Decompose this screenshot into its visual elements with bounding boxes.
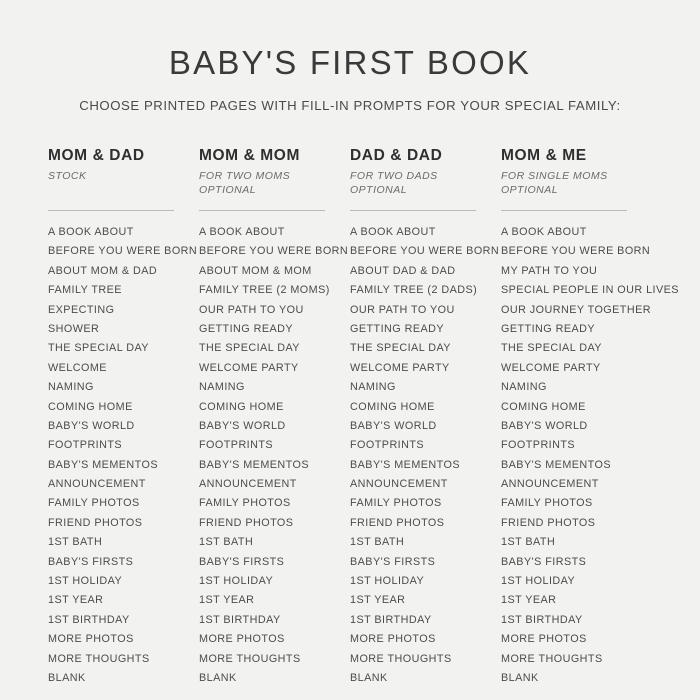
list-item: MORE PHOTOS (350, 633, 436, 646)
list-item: BEFORE YOU WERE BORN (350, 245, 500, 258)
list-item: SHOWER (48, 322, 100, 335)
list-item: 1ST BIRTHDAY (350, 613, 432, 626)
column-divider (350, 210, 476, 211)
list-item: A BOOK ABOUT (501, 226, 587, 238)
list-item: ANNOUNCEMENT (501, 478, 599, 491)
column-mom-and-dad (48, 147, 199, 692)
list-item: BLANK (48, 671, 86, 684)
list-item: EXPECTING (48, 303, 115, 316)
list-item: MORE PHOTOS (199, 633, 285, 646)
list-item: COMING HOME (199, 400, 284, 413)
list-item: FAMILY PHOTOS (350, 497, 442, 510)
list-item: NAMING (199, 381, 245, 394)
list-item: BLANK (350, 671, 388, 684)
list-item: 1ST BATH (350, 536, 405, 549)
list-item: BABY'S MEMENTOS (48, 458, 159, 471)
column-title: MOM & DAD (48, 147, 145, 164)
list-item: 1ST BIRTHDAY (501, 613, 583, 626)
column-mom-and-me (501, 147, 679, 692)
page-list-mom-and-mom (199, 226, 349, 692)
list-item: MORE PHOTOS (48, 633, 134, 646)
list-item: A BOOK ABOUT (350, 226, 436, 238)
list-item: 1ST BIRTHDAY (48, 613, 130, 626)
page-title: BABY'S FIRST BOOK (168, 44, 532, 81)
list-item: 1ST YEAR (501, 594, 557, 607)
list-item: ANNOUNCEMENT (48, 478, 146, 491)
page-list-mom-and-dad (48, 226, 198, 692)
list-item: FRIEND PHOTOS (48, 516, 143, 529)
list-item: 1ST BIRTHDAY (199, 613, 281, 626)
list-item: MORE THOUGHTS (48, 652, 150, 665)
list-item: OUR PATH TO YOU (199, 303, 304, 316)
list-item: FOOTPRINTS (48, 439, 123, 452)
page-subtitle: CHOOSE PRINTED PAGES WITH FILL-IN PROMPTS FOR YOUR SPECIAL FAMILY: (79, 98, 621, 113)
list-item: A BOOK ABOUT (199, 226, 285, 238)
list-item: GETTING READY (501, 322, 596, 335)
column-divider (48, 210, 174, 211)
list-item: BABY'S WORLD (48, 419, 135, 432)
list-item: BABY'S FIRSTS (48, 555, 134, 568)
list-item: OUR JOURNEY TOGETHER (501, 303, 651, 316)
column-mom-and-mom (199, 147, 350, 692)
list-item: THE SPECIAL DAY (48, 342, 149, 355)
list-item: WELCOME PARTY (199, 361, 299, 374)
list-item: THE SPECIAL DAY (350, 342, 451, 355)
page-list-dad-and-dad (350, 226, 500, 692)
list-item: 1ST BATH (199, 536, 254, 549)
list-item: MY PATH TO YOU (501, 264, 598, 277)
list-item: FRIEND PHOTOS (350, 516, 445, 529)
list-item: WELCOME (48, 361, 107, 374)
list-item: BABY'S WORLD (199, 419, 286, 432)
list-item: FOOTPRINTS (350, 439, 425, 452)
list-item: BABY'S MEMENTOS (501, 458, 612, 471)
list-item: ABOUT DAD & DAD (350, 264, 456, 277)
list-item: THE SPECIAL DAY (501, 342, 602, 355)
column-divider (199, 210, 325, 211)
list-item: 1ST YEAR (350, 594, 406, 607)
list-item: NAMING (350, 381, 396, 394)
list-item: WELCOME PARTY (501, 361, 601, 374)
list-item: BLANK (501, 671, 539, 684)
list-item: GETTING READY (350, 322, 445, 335)
column-title: MOM & ME (501, 147, 587, 164)
list-item: BABY'S WORLD (501, 419, 588, 432)
column-subtitle: FOR TWO DADS OPTIONAL (350, 170, 438, 197)
list-item: FOOTPRINTS (501, 439, 576, 452)
list-item: A BOOK ABOUT (48, 226, 134, 238)
column-title: DAD & DAD (350, 147, 443, 164)
list-item: BEFORE YOU WERE BORN (48, 245, 198, 258)
list-item: BABY'S MEMENTOS (199, 458, 310, 471)
list-item: 1ST HOLIDAY (199, 575, 274, 588)
list-item: SPECIAL PEOPLE IN OUR LIVES (501, 284, 679, 297)
list-item: BEFORE YOU WERE BORN (501, 245, 651, 258)
list-item: WELCOME PARTY (350, 361, 450, 374)
list-item: ANNOUNCEMENT (199, 478, 297, 491)
list-item: MORE THOUGHTS (199, 652, 301, 665)
list-item: FAMILY TREE (2 MOMS) (199, 284, 330, 297)
list-item: MORE THOUGHTS (350, 652, 452, 665)
list-item: MORE PHOTOS (501, 633, 587, 646)
list-item: NAMING (48, 381, 94, 394)
list-item: COMING HOME (350, 400, 435, 413)
list-item: COMING HOME (501, 400, 586, 413)
list-item: ABOUT MOM & MOM (199, 264, 312, 277)
option-columns (40, 147, 679, 692)
list-item: BABY'S FIRSTS (350, 555, 436, 568)
list-item: FRIEND PHOTOS (199, 516, 294, 529)
list-item: BABY'S FIRSTS (501, 555, 587, 568)
list-item: 1ST BATH (48, 536, 103, 549)
list-item: 1ST YEAR (199, 594, 255, 607)
list-item: 1ST BATH (501, 536, 556, 549)
list-item: BEFORE YOU WERE BORN (199, 245, 349, 258)
column-dad-and-dad (350, 147, 501, 692)
list-item: FRIEND PHOTOS (501, 516, 596, 529)
list-item: THE SPECIAL DAY (199, 342, 300, 355)
list-item: FAMILY PHOTOS (501, 497, 593, 510)
list-item: MORE THOUGHTS (501, 652, 603, 665)
list-item: BABY'S FIRSTS (199, 555, 285, 568)
column-subtitle: STOCK (48, 170, 87, 182)
list-item: NAMING (501, 381, 547, 394)
list-item: GETTING READY (199, 322, 294, 335)
column-divider (501, 210, 627, 211)
list-item: FAMILY TREE (2 DADS) (350, 284, 478, 297)
list-item: FAMILY PHOTOS (199, 497, 291, 510)
column-title: MOM & MOM (199, 147, 300, 164)
list-item: COMING HOME (48, 400, 133, 413)
list-item: BLANK (199, 671, 237, 684)
list-item: OUR PATH TO YOU (350, 303, 455, 316)
list-item: 1ST HOLIDAY (48, 575, 123, 588)
column-subtitle: FOR SINGLE MOMS OPTIONAL (501, 170, 608, 197)
list-item: ABOUT MOM & DAD (48, 264, 158, 277)
list-item: FAMILY TREE (48, 284, 122, 297)
column-subtitle: FOR TWO MOMS OPTIONAL (199, 170, 291, 197)
list-item: 1ST YEAR (48, 594, 104, 607)
page-list-mom-and-me (501, 226, 679, 692)
list-item: FOOTPRINTS (199, 439, 274, 452)
list-item: FAMILY PHOTOS (48, 497, 140, 510)
list-item: ANNOUNCEMENT (350, 478, 448, 491)
list-item: 1ST HOLIDAY (501, 575, 576, 588)
list-item: 1ST HOLIDAY (350, 575, 425, 588)
list-item: BABY'S MEMENTOS (350, 458, 461, 471)
list-item: BABY'S WORLD (350, 419, 437, 432)
